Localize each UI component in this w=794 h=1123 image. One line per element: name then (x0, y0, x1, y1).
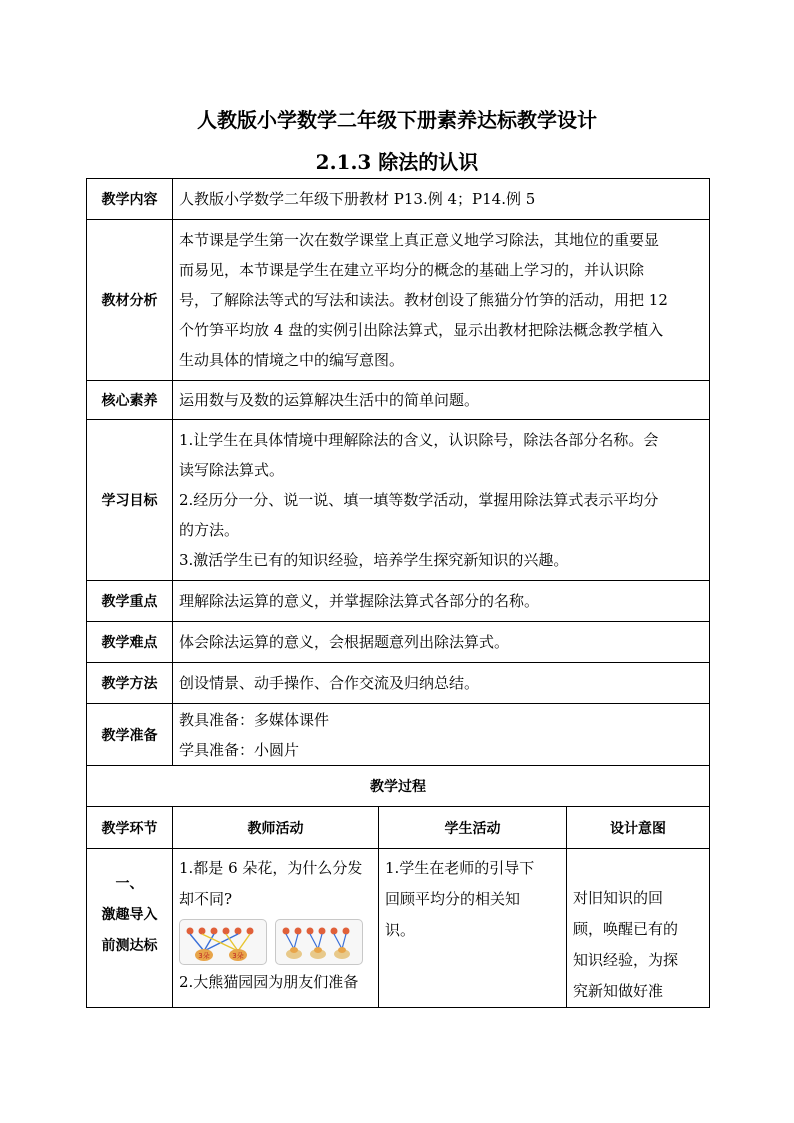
design-intent-cell (567, 849, 710, 1008)
text-line: 个竹笋平均放 4 盘的实例引出除法算式，显示出教材把除法概念教学植入 (179, 321, 664, 339)
row-label: 教学准备 (87, 704, 173, 766)
row-key (87, 581, 710, 622)
stage-number: 一、 (115, 876, 144, 892)
stage-cell (87, 849, 173, 1008)
pot-label: 3朵 (198, 952, 210, 960)
row-value: 理解除法运算的意义，并掌握除法算式各部分的名称。 (173, 581, 710, 622)
process-header-row (87, 807, 710, 849)
flower-groups-image-1 (179, 919, 267, 965)
row-label: 教学难点 (87, 622, 173, 663)
process-heading: 教学过程 (87, 766, 710, 807)
row-method (87, 663, 710, 704)
text-line: 顾，唤醒已有的 (573, 920, 679, 938)
flower-icon (283, 928, 350, 935)
process-row-stage-1 (87, 849, 710, 1008)
row-value: 创设情景、动手操作、合作交流及归纳总结。 (173, 663, 710, 704)
row-value: 人教版小学数学二年级下册教材 P13.例 4；P14.例 5 (173, 179, 710, 220)
row-process-heading (87, 766, 710, 807)
row-label: 教材分析 (87, 220, 173, 381)
row-value: 体会除法运算的意义，会根据题意列出除法算式。 (173, 622, 710, 663)
row-value (173, 704, 710, 766)
text-line: 究新知做好准 (573, 982, 664, 1000)
text-line: 生动具体的情境之中的编写意图。 (179, 351, 405, 369)
text-line: 教具准备：多媒体课件 (179, 710, 330, 729)
text-line: 1.都是 6 朵花，为什么分发 (179, 859, 363, 877)
text-line: 本节课是学生第一次在数学课堂上真正意义地学习除法，其地位的重要显 (179, 231, 660, 249)
row-label: 教学重点 (87, 581, 173, 622)
flower-images (179, 919, 372, 965)
row-label: 核心素养 (87, 381, 173, 420)
row-value (173, 220, 710, 381)
text-line: 读写除法算式。 (179, 461, 285, 479)
column-header: 设计意图 (567, 807, 710, 849)
text-line: 知识经验，为探 (573, 951, 679, 969)
text-line: 对旧知识的回 (573, 889, 664, 907)
column-header: 教学环节 (87, 807, 173, 849)
text-line: 却不同? (179, 890, 233, 908)
row-goals (87, 420, 710, 581)
text-line: 号，了解除法等式的写法和读法。教材创设了熊猫分竹笋的活动，用把 12 (179, 291, 668, 309)
flower-groups-image-2 (275, 919, 363, 965)
stage-name-line: 前测达标 (101, 938, 158, 954)
row-value: 运用数与及数的运算解决生活中的简单问题。 (173, 381, 710, 420)
row-difficulty (87, 622, 710, 663)
column-header: 学生活动 (379, 807, 567, 849)
row-value (173, 420, 710, 581)
lesson-subtitle: 2.1.3 除法的认识 (315, 150, 479, 174)
stage-name-line: 激趣导入 (101, 907, 158, 923)
text-line: 1.学生在老师的引导下 (385, 859, 535, 877)
row-analysis (87, 220, 710, 381)
text-line: 2.大熊猫园园为朋友们准备 (179, 973, 359, 991)
row-prep (87, 704, 710, 766)
teacher-activity-cell (173, 849, 379, 1008)
text-line: 的方法。 (179, 521, 240, 539)
text-line: 而易见，本节课是学生在建立平均分的概念的基础上学习的，并认识除 (179, 261, 645, 279)
row-content (87, 179, 710, 220)
text-line: 学具准备：小圆片 (179, 740, 300, 759)
student-activity-cell (379, 849, 567, 1008)
row-label: 教学方法 (87, 663, 173, 704)
document-title: 人教版小学数学二年级下册素养达标教学设计 (197, 108, 597, 132)
row-label: 教学内容 (87, 179, 173, 220)
text-line: 识。 (385, 921, 416, 939)
column-header: 教师活动 (173, 807, 379, 849)
lesson-plan-table (86, 178, 710, 1008)
text-line: 回顾平均分的相关知 (385, 890, 521, 908)
text-line: 3.激活学生已有的知识经验，培养学生探究新知识的兴趣。 (179, 551, 569, 569)
text-line: 2.经历分一分、说一说、填一填等数学活动，掌握用除法算式表示平均分 (179, 491, 659, 509)
flower-icon (187, 928, 254, 935)
row-label: 学习目标 (87, 420, 173, 581)
pot-label: 3朵 (232, 952, 244, 960)
text-line: 1.让学生在具体情境中理解除法的含义，认识除号，除法各部分名称。会 (179, 431, 659, 449)
row-literacy (87, 381, 710, 420)
